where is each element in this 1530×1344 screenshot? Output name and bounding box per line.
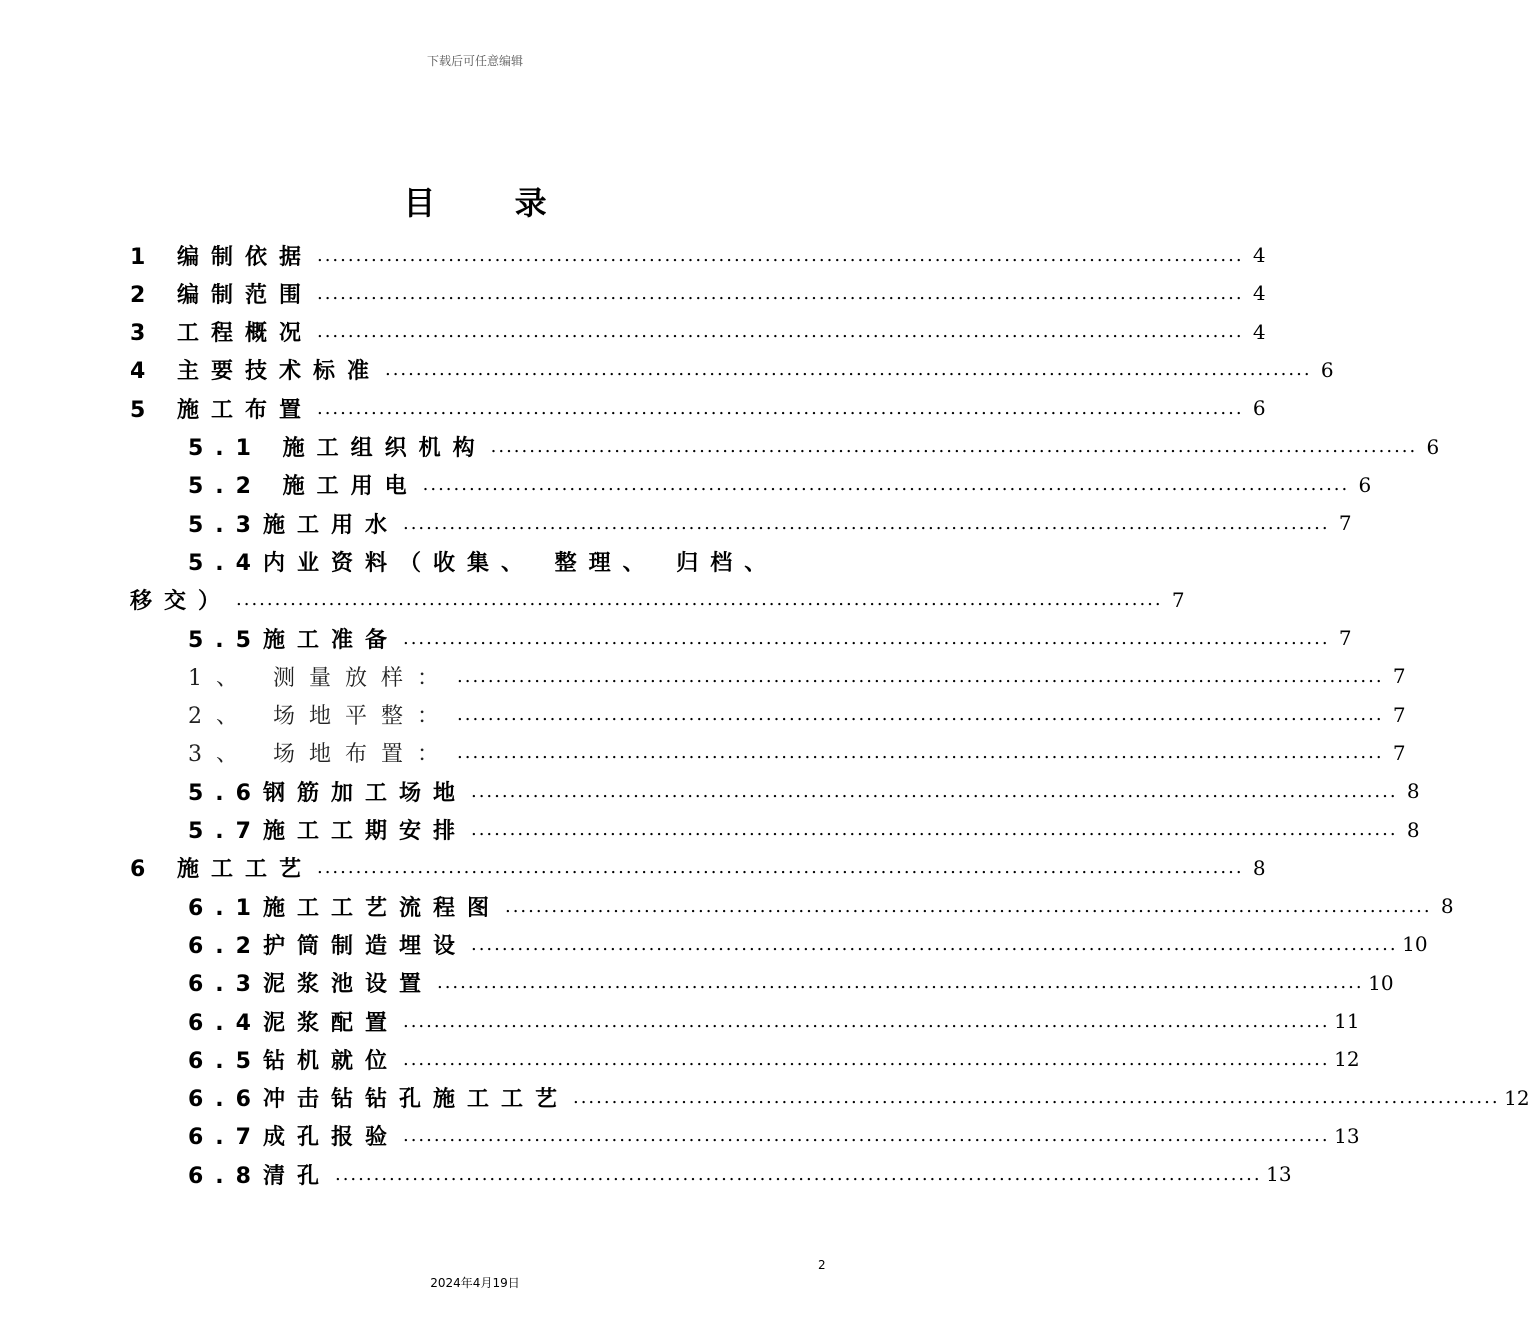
toc-leader-dots: ........................................................................................................................ [236,589,1163,611]
toc-leader-dots: ........................................................................................................................ [316,321,1244,343]
toc-entry[interactable] [188,1079,1530,1117]
toc-entry[interactable] [188,1002,1360,1040]
toc-entry[interactable] [188,504,1352,542]
toc-entry-label: 6.7成孔报验 [188,1125,399,1151]
toc-leader-dots: ........................................................................................................................ [470,819,1398,840]
toc-entry[interactable] [188,657,1406,695]
toc-entry-page: 13 [1334,1123,1360,1148]
toc-entry[interactable] [130,351,1334,389]
toc-leader-dots: ........................................................................................................................ [402,627,1330,649]
toc-entry[interactable] [188,428,1440,466]
toc-entry-label: 3、 场地布置： [188,742,453,768]
toc-entry-label: 6.5钻机就位 [188,1048,399,1074]
toc-entry-page: 10 [1368,970,1394,995]
toc-leader-dots: ........................................................................................................................ [470,780,1398,802]
toc-entry[interactable] [130,389,1266,427]
page-number: 2 [818,1258,826,1272]
toc-entry[interactable] [188,1155,1292,1193]
toc-entry[interactable] [130,849,1266,887]
toc-entry-page: 8 [1252,855,1266,880]
toc-entry-label: 2 编制范围 [130,282,313,308]
toc-entry-label: 6.3泥浆池设置 [188,972,433,998]
toc-entry-page: 8 [1406,817,1420,842]
toc-entry-page: 12 [1334,1047,1360,1072]
toc-leader-dots: ........................................................................................................................ [422,474,1350,496]
toc-entry-label: 4 主要技术标准 [130,359,381,385]
toc-entry-page: 7 [1392,664,1406,689]
toc-entry-label: 1 编制依据 [130,244,313,270]
toc-entry-page: 4 [1252,243,1266,267]
page-header: 下载后可任意编辑 [426,54,523,68]
toc-leader-dots: ........................................................................................................................ [504,895,1432,917]
toc-leader-dots: ........................................................................................................................ [457,665,1384,687]
toc-leader-dots: ........................................................................................................................ [402,1010,1330,1032]
toc-leader-dots: ........................................................................................................................ [436,972,1364,994]
toc-entry[interactable] [188,1040,1360,1078]
toc-entry-page: 4 [1252,281,1266,306]
toc-leader-dots: ........................................................................................................................ [334,1163,1262,1185]
toc-leader-dots: ........................................................................................................................ [457,704,1384,726]
toc-entry[interactable] [130,581,1185,619]
toc-entry-label: 3 工程概况 [130,321,313,347]
toc-leader-dots: ........................................................................................................................ [572,1087,1500,1109]
toc-entry[interactable] [130,274,1266,312]
toc-entry-label: 2、 场地平整： [188,704,453,730]
toc-entry-page: 7 [1392,702,1406,727]
toc-entry-label: 6 施工工艺 [130,857,313,883]
toc-entry-label: 6.2护筒制造埋设 [188,933,467,959]
toc-leader-dots: ........................................................................................................................ [490,436,1418,457]
toc-entry-page: 7 [1171,587,1185,612]
toc-entry-page: 7 [1392,740,1406,765]
toc-leader-dots: ........................................................................................................................ [316,244,1244,266]
toc-entry-label: 5.6钢筋加工场地 [188,780,467,806]
toc-entry-page: 6 [1320,357,1334,382]
toc-entry-page: 12 [1504,1085,1530,1110]
toc-leader-dots: ........................................................................................................................ [402,1125,1330,1147]
toc-entry-label: 6.6冲击钻钻孔施工工艺 [188,1087,569,1113]
toc-leader-dots: ........................................................................................................................ [384,359,1312,381]
toc-entry-label: 5.7施工工期安排 [188,819,467,844]
toc-entry[interactable] [130,313,1266,351]
toc-entry[interactable] [188,811,1420,849]
toc-entry[interactable] [188,887,1454,925]
toc-entry-page: 6 [1252,396,1266,421]
footer-date: 2024年4月19日 [430,1276,520,1290]
toc-leader-dots: ........................................................................................................................ [402,512,1330,534]
toc-entry-label: 5.4内业资料（收集、 整理、 归档、 [188,550,779,576]
toc-entry[interactable] [188,619,1352,657]
toc-entry[interactable] [188,696,1406,734]
toc-entry[interactable] [188,1117,1360,1155]
toc-entry-page: 10 [1402,932,1428,957]
toc-entry-label: 6.4泥浆配置 [188,1010,399,1036]
toc-entry[interactable] [188,542,812,580]
toc-leader-dots: ........................................................................................................................ [316,282,1244,304]
toc-entry-page: 7 [1338,626,1352,650]
toc-entry[interactable] [188,772,1420,810]
toc-entry-label: 5.5施工准备 [188,627,399,653]
toc-entry[interactable] [188,466,1372,504]
toc-entry-label: 1、 测量放样： [188,665,453,691]
toc-entry[interactable] [188,925,1428,963]
toc-entry-page: 4 [1252,319,1266,344]
page-title: 目 录 [403,184,581,222]
toc-entry-label: 5.1 施工组织机构 [188,436,487,461]
toc-leader-dots: ........................................................................................................................ [402,1048,1330,1070]
toc-entry-page: 13 [1266,1162,1292,1187]
toc-leader-dots: ........................................................................................................................ [316,857,1244,879]
toc-entry-page: 6 [1426,434,1440,459]
toc-leader-dots: ........................................................................................................................ [457,742,1384,764]
toc-entry-page: 11 [1334,1009,1360,1033]
toc-entry-page: 6 [1358,472,1372,497]
toc-entry-label: 5 施工布置 [130,397,313,423]
toc-entry[interactable] [188,734,1406,772]
toc-entry-page: 8 [1406,779,1420,804]
toc-entry-label: 5.3施工用水 [188,512,399,538]
toc-entry-label: 6.1施工工艺流程图 [188,895,501,921]
toc-entry-label: 5.2 施工用电 [188,474,419,500]
toc-entry-page: 7 [1338,511,1352,536]
toc-entry[interactable] [130,236,1266,274]
toc-leader-dots: ........................................................................................................................ [470,933,1398,955]
toc-entry-label: 6.8清孔 [188,1163,331,1189]
toc-entry-label: 移交） [130,589,233,615]
toc-entry-page: 8 [1440,894,1454,919]
toc-leader-dots: ........................................................................................................................ [316,397,1244,419]
toc-entry[interactable] [188,964,1394,1002]
